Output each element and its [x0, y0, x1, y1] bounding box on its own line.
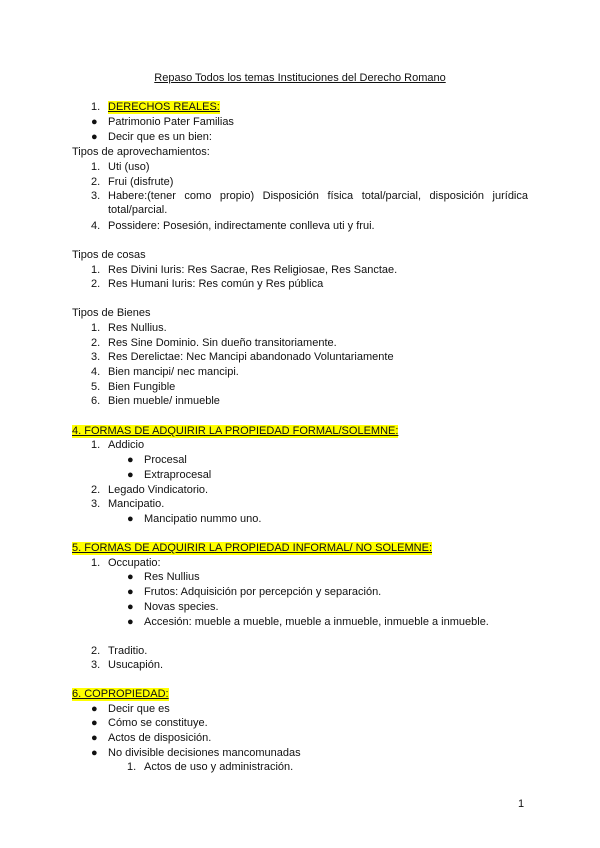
list-item: Res Nullius.	[108, 322, 167, 334]
bullet: ●	[127, 586, 134, 598]
list-item: Usucapión.	[108, 659, 164, 671]
list-number: 1.	[91, 322, 101, 334]
list-number: 4.	[91, 366, 101, 378]
list-item: Habere:(tener como propio) Disposición física total/parcial, disposición jurídica	[108, 190, 528, 202]
sub-list-item: Frutos: Adquisición por percepción y separación.	[144, 586, 382, 598]
sub-list-item: Procesal	[144, 454, 187, 466]
document-title: Repaso Todos los temas Instituciones del Derecho Romano	[154, 72, 446, 84]
list-item: Actos de disposición.	[108, 732, 212, 744]
list-item: Bien Fungible	[108, 381, 176, 393]
sub-list-item: Accesión: mueble a mueble, mueble a inmueble, inmueble a inmueble.	[144, 616, 489, 628]
bullet: ●	[91, 703, 98, 715]
list-item: Addicio	[108, 439, 145, 451]
list-item-continuation: total/parcial.	[108, 204, 168, 216]
list-item: Res Derelictae: Nec Mancipi abandonado Voluntariamente	[108, 351, 394, 363]
list-number: 5.	[91, 381, 101, 393]
bienes-label: Tipos de Bienes	[72, 307, 151, 319]
list-number: 1.	[91, 264, 101, 276]
bullet: ●	[127, 454, 134, 466]
bullet: ●	[91, 732, 98, 744]
list-number: 2.	[91, 176, 101, 188]
bullet: ●	[127, 513, 134, 525]
list-item: Bien mancipi/ nec mancipi.	[108, 366, 239, 378]
aprovechamientos-label: Tipos de aprovechamientos:	[72, 146, 210, 158]
list-number: 3.	[91, 498, 101, 510]
list-item: Patrimonio Pater Familias	[108, 116, 234, 128]
list-number: 4.	[91, 220, 101, 232]
list-item: Bien mueble/ inmueble	[108, 395, 220, 407]
page-number: 1	[518, 798, 525, 810]
list-number: 1.	[127, 761, 137, 773]
cosas-label: Tipos de cosas	[72, 249, 146, 261]
section-5-heading: 5. FORMAS DE ADQUIRIR LA PROPIEDAD INFORMAL/ NO SOLEMNE:	[72, 542, 433, 554]
list-number: 3.	[91, 659, 101, 671]
sub-list-item: Mancipatio nummo uno.	[144, 513, 262, 525]
list-number: 2.	[91, 337, 101, 349]
section-1-number: 1.	[91, 101, 101, 113]
list-item: Decir que es un bien:	[108, 131, 212, 143]
list-item: Legado Vindicatorio.	[108, 484, 209, 496]
bullet: ●	[127, 571, 134, 583]
bullet: ●	[127, 616, 134, 628]
list-number: 1.	[91, 557, 101, 569]
list-item: Traditio.	[108, 645, 148, 657]
list-item: Res Divini Iuris: Res Sacrae, Res Religiosae, Res Sanctae.	[108, 264, 398, 276]
list-item: Occupatio:	[108, 557, 161, 569]
list-number: 1.	[91, 161, 101, 173]
list-item: Res Humani Iuris: Res común y Res pública	[108, 278, 324, 290]
list-number: 2.	[91, 278, 101, 290]
list-item: Res Sine Dominio. Sin dueño transitoriamente.	[108, 337, 337, 349]
section-6-heading: 6. COPROPIEDAD:	[72, 688, 169, 700]
bullet: ●	[91, 717, 98, 729]
list-item: Mancipatio.	[108, 498, 165, 510]
section-1-heading: DERECHOS REALES:	[108, 101, 220, 113]
list-number: 3.	[91, 190, 101, 202]
list-item: Possidere: Posesión, indirectamente conlleva uti y frui.	[108, 220, 375, 232]
list-number: 2.	[91, 484, 101, 496]
bullet: ●	[127, 601, 134, 613]
list-number: 3.	[91, 351, 101, 363]
list-item: Decir que es	[108, 703, 170, 715]
bullet: ●	[127, 469, 134, 481]
list-number: 2.	[91, 645, 101, 657]
list-item: Uti (uso)	[108, 161, 150, 173]
bullet: ●	[91, 116, 98, 128]
bullet: ●	[91, 131, 98, 143]
sub-list-item: Actos de uso y administración.	[144, 761, 294, 773]
list-item: Frui (disfrute)	[108, 176, 174, 188]
list-item: No divisible decisiones mancomunadas	[108, 747, 301, 759]
list-number: 6.	[91, 395, 101, 407]
sub-list-item: Res Nullius	[144, 571, 200, 583]
sub-list-item: Extraprocesal	[144, 469, 212, 481]
list-number: 1.	[91, 439, 101, 451]
section-4-heading: 4. FORMAS DE ADQUIRIR LA PROPIEDAD FORMAL/SOLEMNE:	[72, 425, 399, 437]
sub-list-item: Novas species.	[144, 601, 219, 613]
bullet: ●	[91, 747, 98, 759]
list-item: Cómo se constituye.	[108, 717, 208, 729]
